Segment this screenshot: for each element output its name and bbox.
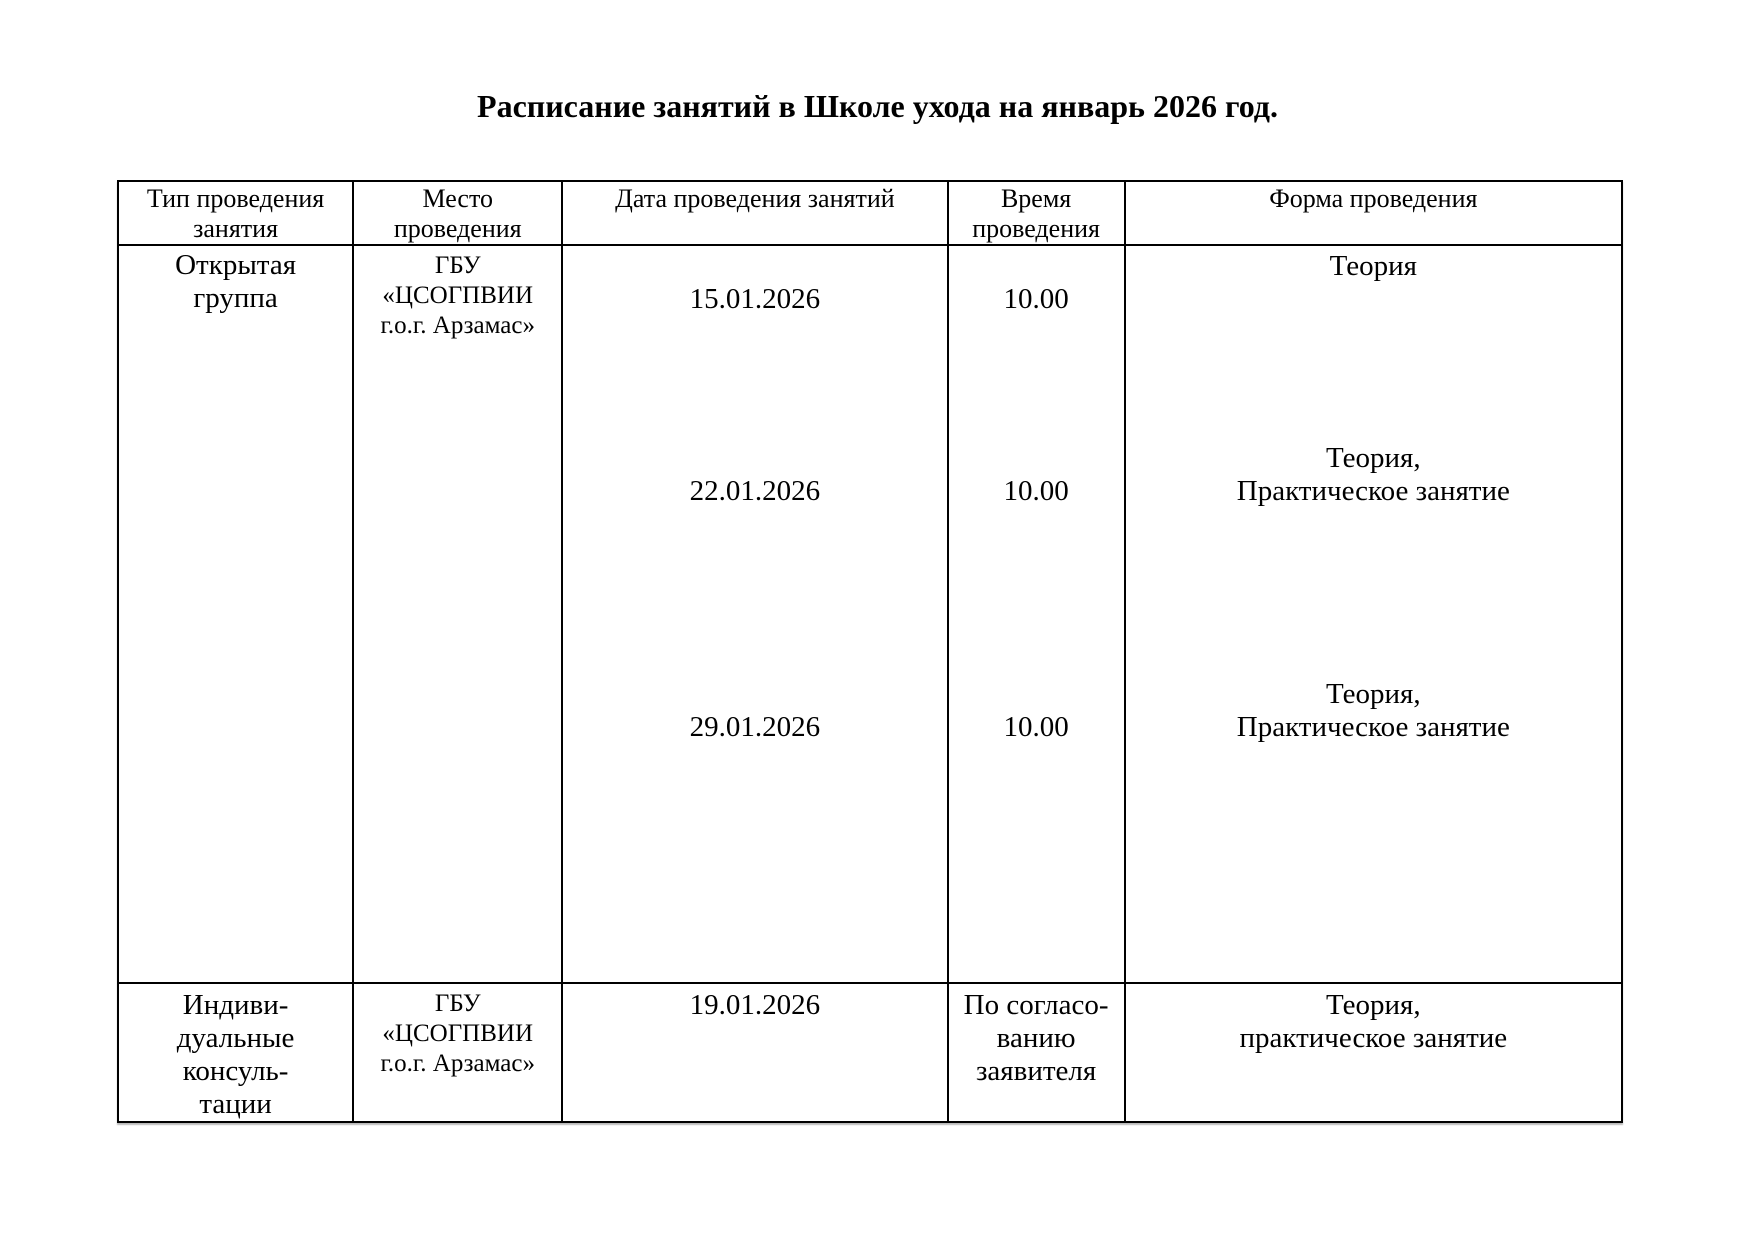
place-text-line: «ЦСОГПВИИ xyxy=(382,1020,533,1047)
header-cell-form xyxy=(1125,181,1622,245)
cell-date-individual xyxy=(562,983,947,1122)
time-text: 10.00 xyxy=(1003,711,1069,743)
place-text-line: г.о.г. Арзамас» xyxy=(380,1050,535,1077)
header-cell-time xyxy=(948,181,1125,245)
form-text-line: практическое занятие xyxy=(1239,1022,1508,1054)
header-type-line1: Тип проведения xyxy=(146,184,325,213)
header-place-line2: проведения xyxy=(393,214,522,243)
place-text-line: ГБУ xyxy=(434,252,481,279)
header-place-line1: Место xyxy=(422,184,493,213)
header-date-label: Дата проведения занятий xyxy=(615,184,895,213)
time-text-line: По согласо- xyxy=(963,989,1109,1021)
place-text-line: г.о.г. Арзамас» xyxy=(380,312,535,339)
header-form-label: Форма проведения xyxy=(1269,184,1478,213)
table-header xyxy=(118,181,1622,245)
type-text-line: Открытая xyxy=(175,249,297,281)
header-type-line2: занятия xyxy=(193,214,279,243)
time-text-line: заявителя xyxy=(975,1055,1097,1087)
table-body xyxy=(118,245,1622,1122)
cell-place-open-group xyxy=(353,245,562,983)
form-text-line: Теория, xyxy=(1326,989,1421,1021)
form-text-line: Теория xyxy=(1329,250,1417,282)
header-cell-type xyxy=(118,181,353,245)
cell-type-open-group xyxy=(118,245,353,983)
cell-type-individual xyxy=(118,983,353,1122)
cell-form-individual xyxy=(1125,983,1622,1122)
time-text-line: ванию xyxy=(996,1022,1076,1054)
forms-stack xyxy=(1126,246,1621,976)
form-text-block xyxy=(1126,250,1621,283)
type-text-line: Индиви- xyxy=(182,989,289,1021)
header-time-line2: проведения xyxy=(972,214,1100,243)
cell-forms-open-group xyxy=(1125,245,1622,983)
date-text: 29.01.2026 xyxy=(689,711,821,743)
header-row xyxy=(118,181,1622,245)
form-text-line: Практическое занятие xyxy=(1236,711,1510,743)
form-text-block xyxy=(1126,442,1621,508)
form-text-block xyxy=(1126,678,1621,744)
cell-place-individual xyxy=(353,983,562,1122)
form-text-line: Практическое занятие xyxy=(1236,475,1510,507)
header-cell-place xyxy=(353,181,562,245)
form-text-line: Теория, xyxy=(1326,442,1421,474)
cell-time-individual xyxy=(948,983,1125,1122)
type-text-line: дуальные xyxy=(176,1022,295,1054)
header-time-line1: Время xyxy=(1000,184,1072,213)
date-text: 15.01.2026 xyxy=(689,283,821,315)
document-title: Расписание занятий в Школе ухода на январь 2026 год. xyxy=(477,88,1278,124)
table-row-open-group xyxy=(118,245,1622,983)
table-row-individual xyxy=(118,983,1622,1122)
place-text-line: «ЦСОГПВИИ xyxy=(382,282,533,309)
type-text-line: консуль- xyxy=(182,1055,289,1087)
form-text-line: Теория, xyxy=(1326,678,1421,710)
date-text: 22.01.2026 xyxy=(689,475,821,507)
times-stack xyxy=(949,246,1124,976)
type-text-line: группа xyxy=(193,282,278,314)
dates-stack xyxy=(563,246,946,976)
cell-times-open-group xyxy=(948,245,1125,983)
place-text-line: ГБУ xyxy=(434,990,481,1017)
time-text: 10.00 xyxy=(1003,283,1069,315)
schedule-table xyxy=(117,180,1623,1123)
header-cell-date xyxy=(562,181,947,245)
time-text: 10.00 xyxy=(1003,475,1069,507)
type-text-line: тации xyxy=(199,1088,272,1120)
date-text: 19.01.2026 xyxy=(689,989,821,1021)
cell-dates-open-group xyxy=(562,245,947,983)
